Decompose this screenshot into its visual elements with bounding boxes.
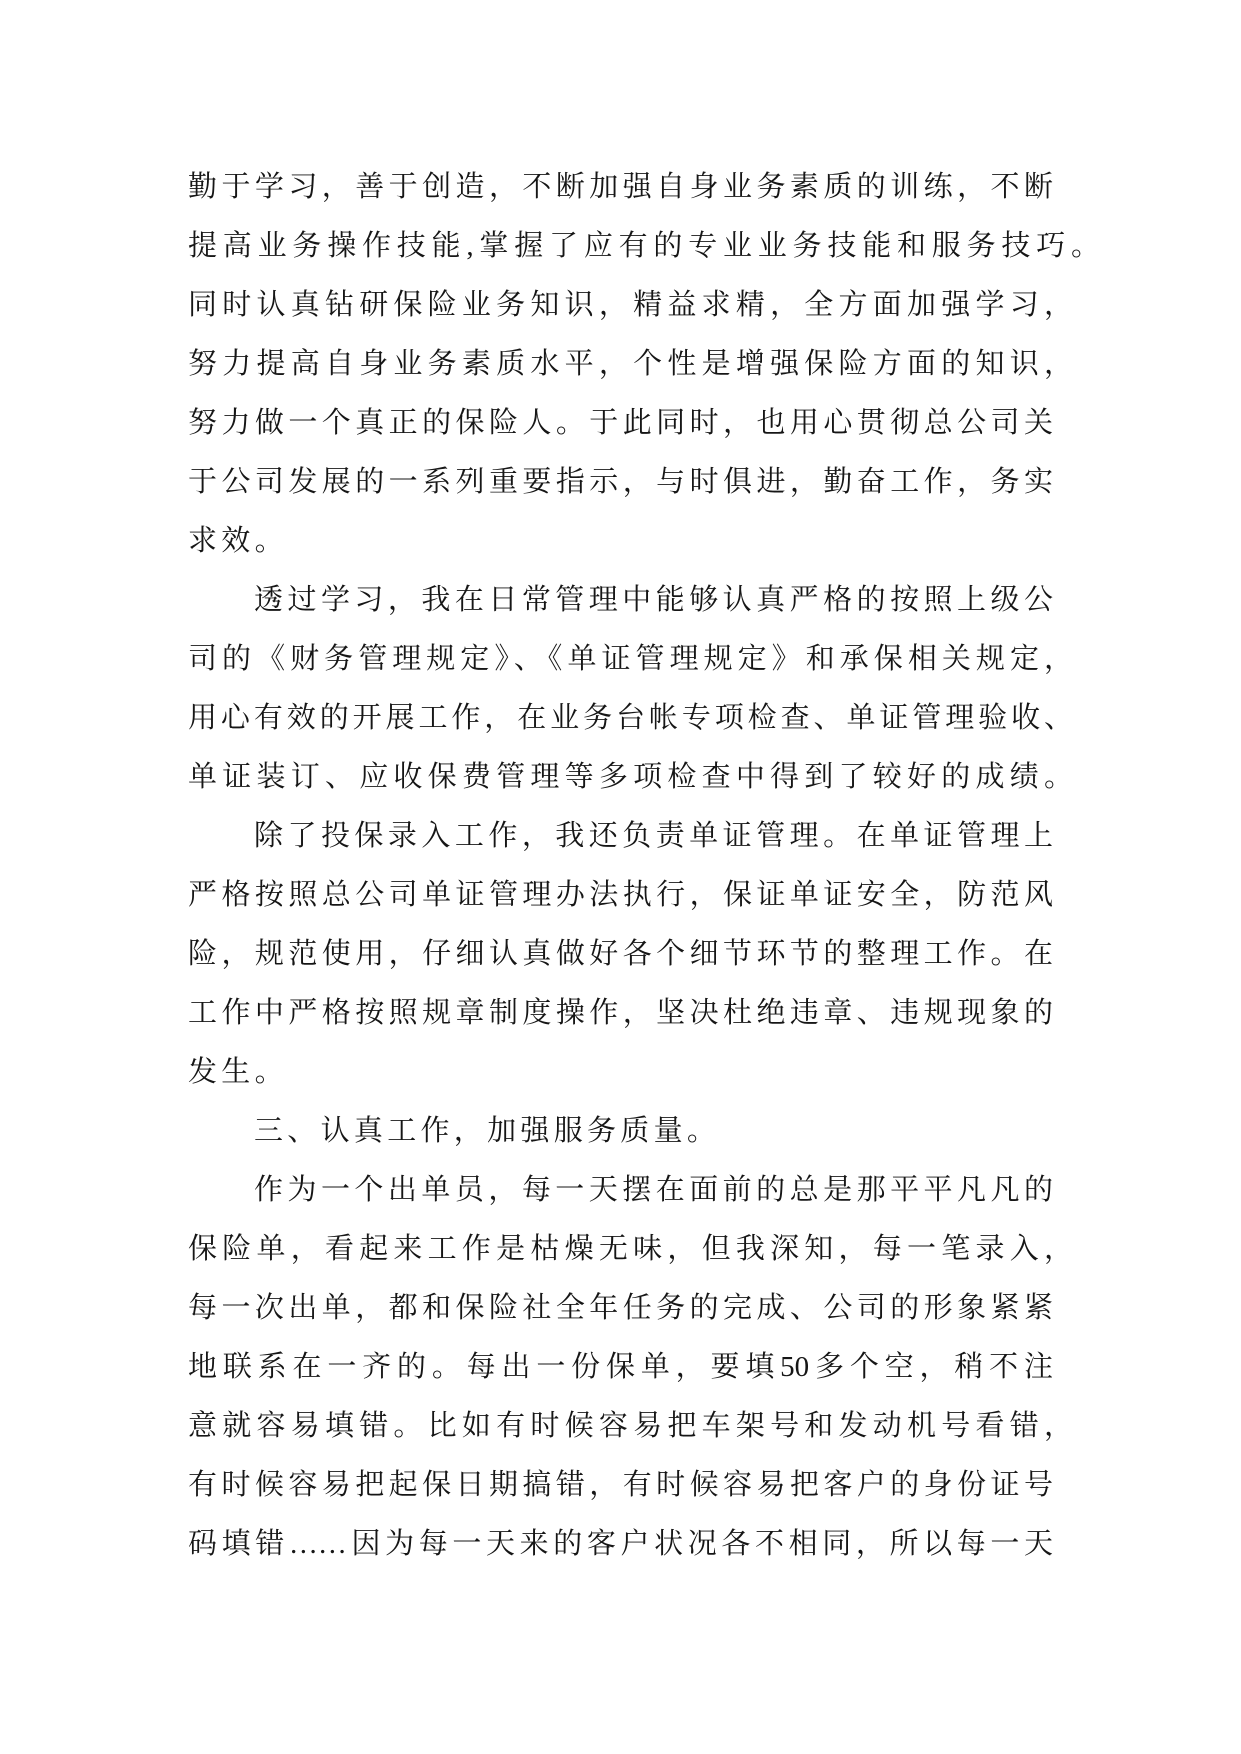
body-text [188, 158, 1108, 1574]
text-line: 司的《财务管理规定》、《单证管理规定》和承保相关规定， [188, 643, 1073, 675]
text-line: 严格按照总公司单证管理办法执行，保证单证安全，防范风 [188, 879, 1053, 911]
text-line: 除了投保录入工作，我还负责单证管理。在单证管理上 [254, 820, 1053, 852]
paragraph [188, 571, 1108, 807]
text-line: 提高业务操作技能,掌握了应有的专业业务技能和服务技巧。 [188, 230, 1100, 262]
text-line: 意就容易填错。比如有时候容易把车架号和发动机号看错， [188, 1410, 1073, 1442]
text-line: 勤于学习，善于创造，不断加强自身业务素质的训练，不断 [188, 171, 1053, 203]
paragraph [188, 1161, 1108, 1574]
text-line: 努力做一个真正的保险人。于此同时，也用心贯彻总公司关 [188, 407, 1053, 439]
heading-line: 三、认真工作，加强服务质量。 [254, 1115, 721, 1147]
text-line: 每一次出单，都和保险社全年任务的完成、公司的形象紧紧 [188, 1292, 1053, 1324]
text-line: 工作中严格按照规章制度操作，坚决杜绝违章、违规现象的 [188, 997, 1053, 1029]
text-line: 有时候容易把起保日期搞错，有时候容易把客户的身份证号 [188, 1469, 1053, 1501]
text-line: 于公司发展的一系列重要指示，与时俱进，勤奋工作，务实 [188, 466, 1053, 498]
paragraph [188, 807, 1108, 1102]
text-line: 求效。 [188, 525, 288, 557]
text-line: 透过学习，我在日常管理中能够认真严格的按照上级公 [254, 584, 1053, 616]
text-line: 用心有效的开展工作，在业务台帐专项检查、单证管理验收、 [188, 702, 1073, 734]
text-line: 同时认真钻研保险业务知识，精益求精，全方面加强学习， [188, 289, 1073, 321]
text-line: 发生。 [188, 1056, 288, 1088]
paragraph [188, 158, 1108, 571]
text-line: 码填错……因为每一天来的客户状况各不相同，所以每一天 [188, 1528, 1053, 1560]
text-line: 单证装订、应收保费管理等多项检查中得到了较好的成绩。 [188, 761, 1073, 793]
section-heading [188, 1102, 1108, 1161]
text-line: 险，规范使用，仔细认真做好各个细节环节的整理工作。在 [188, 938, 1053, 970]
text-line: 保险单，看起来工作是枯燥无味，但我深知，每一笔录入， [188, 1233, 1073, 1265]
text-line: 地联系在一齐的。每出一份保单，要填50多个空，稍不注 [188, 1351, 1053, 1383]
text-line: 作为一个出单员，每一天摆在面前的总是那平平凡凡的 [254, 1174, 1053, 1206]
text-line: 努力提高自身业务素质水平，个性是增强保险方面的知识， [188, 348, 1073, 380]
